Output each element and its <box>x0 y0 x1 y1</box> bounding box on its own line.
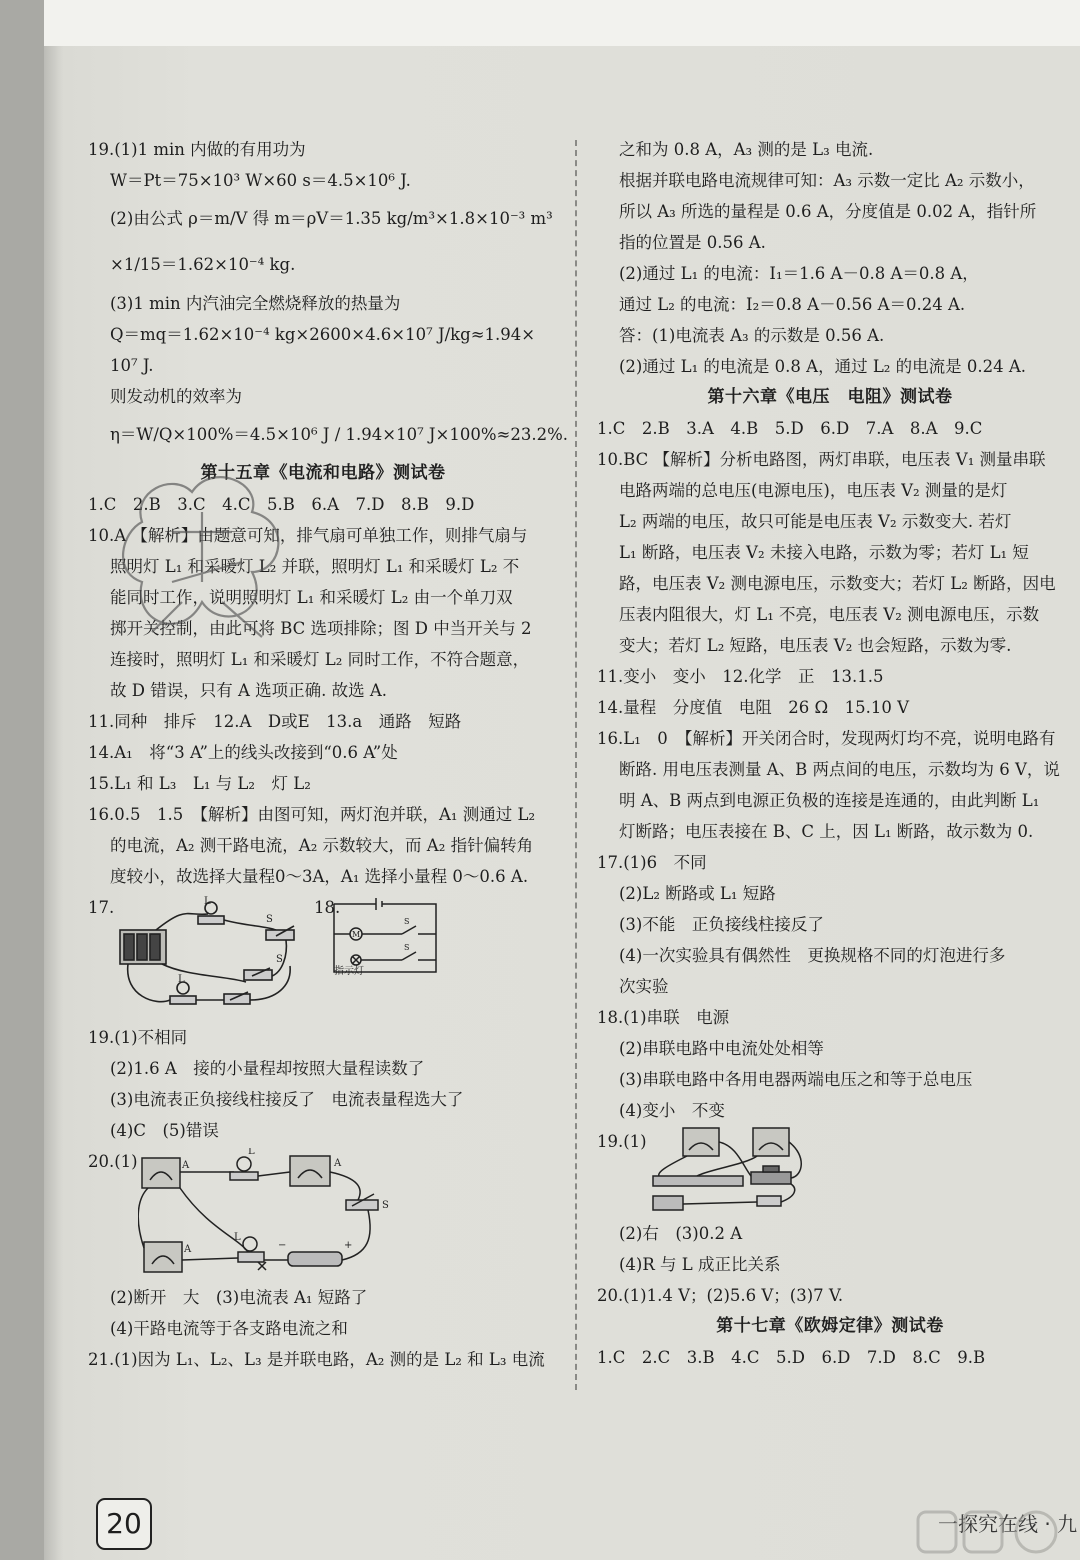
text-line: 10.BC 【解析】分析电路图，两灯串联，电压表 V₁ 测量串联 <box>597 450 1046 469</box>
svg-text:A: A <box>334 1158 342 1169</box>
svg-text:S: S <box>382 1200 389 1211</box>
book-title: 一探究在线 · 九 <box>938 1512 1078 1536</box>
svg-text:M: M <box>352 930 361 939</box>
text-line: 21.(1)因为 L₁、L₂、L₃ 是并联电路，A₂ 测的是 L₂ 和 L₃ 电流 <box>88 1350 545 1369</box>
text-line: 次实验 <box>619 977 669 996</box>
text-line: (4)一次实验具有偶然性 更换规格不同的灯泡进行多 <box>619 946 1006 965</box>
text-line: (3)串联电路中各用电器两端电压之和等于总电压 <box>619 1070 973 1089</box>
text-line: (2)1.6 A 接的小量程却按照大量程读数了 <box>110 1059 425 1078</box>
text-line: 10⁷ J. <box>110 356 154 375</box>
chapter-heading-16: 第十六章《电压 电阻》测试卷 <box>707 387 953 407</box>
text-line: 明 A、B 两点到电源正负极的连接是连通的，由此判断 L₁ <box>619 791 1040 810</box>
figure-label: 19.(1) <box>597 1132 647 1151</box>
figure-label: 20.(1) <box>88 1152 138 1171</box>
svg-text:S: S <box>404 943 410 952</box>
svg-text:L: L <box>248 1148 255 1157</box>
text-line: 能同时工作，说明照明灯 L₁ 和采暖灯 L₂ 由一个单刀双 <box>110 588 513 607</box>
text-line: 11.变小 变小 12.化学 正 13.1.5 <box>597 667 884 686</box>
page-top-edge <box>44 0 1080 46</box>
text-line: 灯断路；电压表接在 B、C 上，因 L₁ 断路，故示数为 0. <box>619 822 1034 841</box>
text-line: (4)R 与 L 成正比关系 <box>619 1255 781 1274</box>
circuit-figure-20 <box>138 1148 398 1280</box>
text-line: 19.(1)不相同 <box>88 1028 188 1047</box>
text-line: 1.C 2.C 3.B 4.C 5.D 6.D 7.D 8.C 9.B <box>597 1348 986 1367</box>
text-line: η＝W/Q×100%＝4.5×10⁶ J / 1.94×10⁷ J×100%≈23.2%. <box>110 425 569 444</box>
figure-label: 18. <box>314 898 341 917</box>
text-line: 则发动机的效率为 <box>110 387 242 406</box>
svg-text:S: S <box>276 954 283 965</box>
text-line: 10.A 【解析】由题意可知，排气扇可单独工作，则排气扇与 <box>88 526 528 545</box>
text-line: 14.A₁ 将“3 A”上的线头改接到“0.6 A”处 <box>88 743 398 762</box>
text-line: W＝Pt＝75×10³ W×60 s＝4.5×10⁶ J. <box>110 171 411 190</box>
text-line: 14.量程 分度值 电阻 26 Ω 15.10 V <box>597 698 910 717</box>
text-line: 18.(1)串联 电源 <box>597 1008 730 1027</box>
svg-text:L: L <box>204 896 211 907</box>
text-line: (2)右 (3)0.2 A <box>619 1224 743 1243</box>
text-line: (3)1 min 内汽油完全燃烧释放的热量为 <box>110 294 401 313</box>
svg-text:S: S <box>266 914 273 925</box>
svg-text:+: + <box>344 1240 353 1251</box>
text-line: (2)串联电路中电流处处相等 <box>619 1039 824 1058</box>
right-column <box>597 134 1063 1373</box>
text-line: Q＝mq＝1.62×10⁻⁴ kg×2600×4.6×10⁷ J/kg≈1.94× <box>110 325 536 344</box>
figure-row-17-18 <box>88 892 558 1022</box>
book-spine <box>0 0 44 1560</box>
text-line: 16.0.5 1.5 【解析】由图可知，两灯泡并联，A₁ 测通过 L₂ <box>88 805 536 824</box>
figure-row-19 <box>597 1126 1063 1218</box>
left-column <box>88 134 569 1375</box>
svg-text:−: − <box>278 1240 287 1251</box>
svg-text:L: L <box>234 1232 241 1243</box>
text-line: 所以 A₃ 所选的量程是 0.6 A，分度值是 0.02 A，指针所 <box>619 202 1037 221</box>
text-line: 根据并联电路电流规律可知：A₃ 示数一定比 A₂ 示数小， <box>619 171 1035 190</box>
text-line: (2)通过 L₁ 的电流是 0.8 A，通过 L₂ 的电流是 0.24 A. <box>619 357 1027 376</box>
text-line: 故 D 错误，只有 A 选项正确. 故选 A. <box>110 681 388 700</box>
ink-stamp-mark <box>112 462 302 652</box>
text-line: ×1/15＝1.62×10⁻⁴ kg. <box>110 255 296 274</box>
text-line: (4)变小 不变 <box>619 1101 725 1120</box>
text-line: 通过 L₂ 的电流：I₂＝0.8 A－0.56 A＝0.24 A. <box>619 295 966 314</box>
column-divider <box>575 140 577 1390</box>
text-line: (2)由公式 ρ＝m/V 得 m＝ρV＝1.35 kg/m³×1.8×10⁻³ m³ <box>110 209 553 228</box>
chapter-heading-17: 第十七章《欧姆定律》测试卷 <box>716 1316 944 1336</box>
svg-text:A: A <box>184 1244 192 1255</box>
text-line: (4)C (5)错误 <box>110 1121 219 1140</box>
circuit-figure-19 <box>647 1126 827 1216</box>
text-line: 11.同种 排斥 12.A D或E 13.a 通路 短路 <box>88 712 462 731</box>
text-line: 1.C 2.B 3.C 4.C 5.B 6.A 7.D 8.B 9.D <box>88 495 475 514</box>
text-line: (2)通过 L₁ 的电流：I₁＝1.6 A－0.8 A＝0.8 A， <box>619 264 979 283</box>
text-line: 压表内阻很大，灯 L₁ 不亮，电压表 V₂ 测电源电压，示数 <box>619 605 1040 624</box>
text-line: (3)不能 正负接线柱接反了 <box>619 915 824 934</box>
text-line: L₂ 两端的电压，故只可能是电压表 V₂ 示数变大. 若灯 <box>619 512 1012 531</box>
page-number: 20 <box>96 1498 152 1550</box>
text-line: 20.(1)1.4 V；(2)5.6 V；(3)7 V. <box>597 1286 844 1305</box>
text-line: 指的位置是 0.56 A. <box>619 233 766 252</box>
svg-text:L: L <box>178 974 185 985</box>
text-line: 度较小，故选择大量程0～3A，A₁ 选择小量程 0～0.6 A. <box>110 867 529 886</box>
spine-shadow <box>44 0 64 1560</box>
text-line: 电路两端的总电压(电源电压)，电压表 V₂ 测量的是灯 <box>619 481 1008 500</box>
figure-row-20 <box>88 1146 558 1282</box>
watermark-logo <box>912 1506 1080 1560</box>
svg-text:A: A <box>182 1160 190 1171</box>
text-line: 照明灯 L₁ 和采暖灯 L₂ 并联，照明灯 L₁ 和采暖灯 L₂ 不 <box>110 557 520 576</box>
chapter-heading-15: 第十五章《电流和电路》测试卷 <box>200 463 446 483</box>
text-line: 16.L₁ 0 【解析】开关闭合时，发现两灯均不亮，说明电路有 <box>597 729 1056 748</box>
text-line: (4)干路电流等于各支路电流之和 <box>110 1319 348 1338</box>
text-line: (3)电流表正负接线柱接反了 电流表量程选大了 <box>110 1090 464 1109</box>
text-line: L₁ 断路，电压表 V₂ 未接入电路，示数为零；若灯 L₁ 短 <box>619 543 1029 562</box>
svg-text:S: S <box>404 917 410 926</box>
text-line: 15.L₁ 和 L₃ L₁ 与 L₂ 灯 L₂ <box>88 774 311 793</box>
figure-label: 17. <box>88 898 115 917</box>
text-line: 掷开关控制，由此可将 BC 选项排除；图 D 中当开关与 2 <box>110 619 532 638</box>
text-line: 变大；若灯 L₂ 短路，电压表 V₂ 也会短路，示数为零. <box>619 636 1012 655</box>
text-line: 的电流，A₂ 测干路电流，A₂ 示数较大，而 A₂ 指针偏转角 <box>110 836 534 855</box>
text-line: 连接时，照明灯 L₁ 和采暖灯 L₂ 同时工作，不符合题意， <box>110 650 530 669</box>
text-line: 1.C 2.B 3.A 4.B 5.D 6.D 7.A 8.A 9.C <box>597 419 983 438</box>
circuit-figure-17 <box>116 896 306 1018</box>
figure-18-lamp-label: 指示灯 <box>334 966 364 977</box>
text-line: 断路. 用电压表测量 A、B 两点间的电压，示数均为 6 V，说 <box>619 760 1060 779</box>
text-line: 19.(1)1 min 内做的有用功为 <box>88 140 306 159</box>
text-line: 17.(1)6 不同 <box>597 853 707 872</box>
text-line: (2)L₂ 断路或 L₁ 短路 <box>619 884 776 903</box>
text-line: 之和为 0.8 A，A₃ 测的是 L₃ 电流. <box>619 140 874 159</box>
text-line: 路，电压表 V₂ 测电源电压，示数变大；若灯 L₂ 断路，因电 <box>619 574 1056 593</box>
text-line: 答：(1)电流表 A₃ 的示数是 0.56 A. <box>619 326 885 345</box>
text-line: (2)断开 大 (3)电流表 A₁ 短路了 <box>110 1288 368 1307</box>
